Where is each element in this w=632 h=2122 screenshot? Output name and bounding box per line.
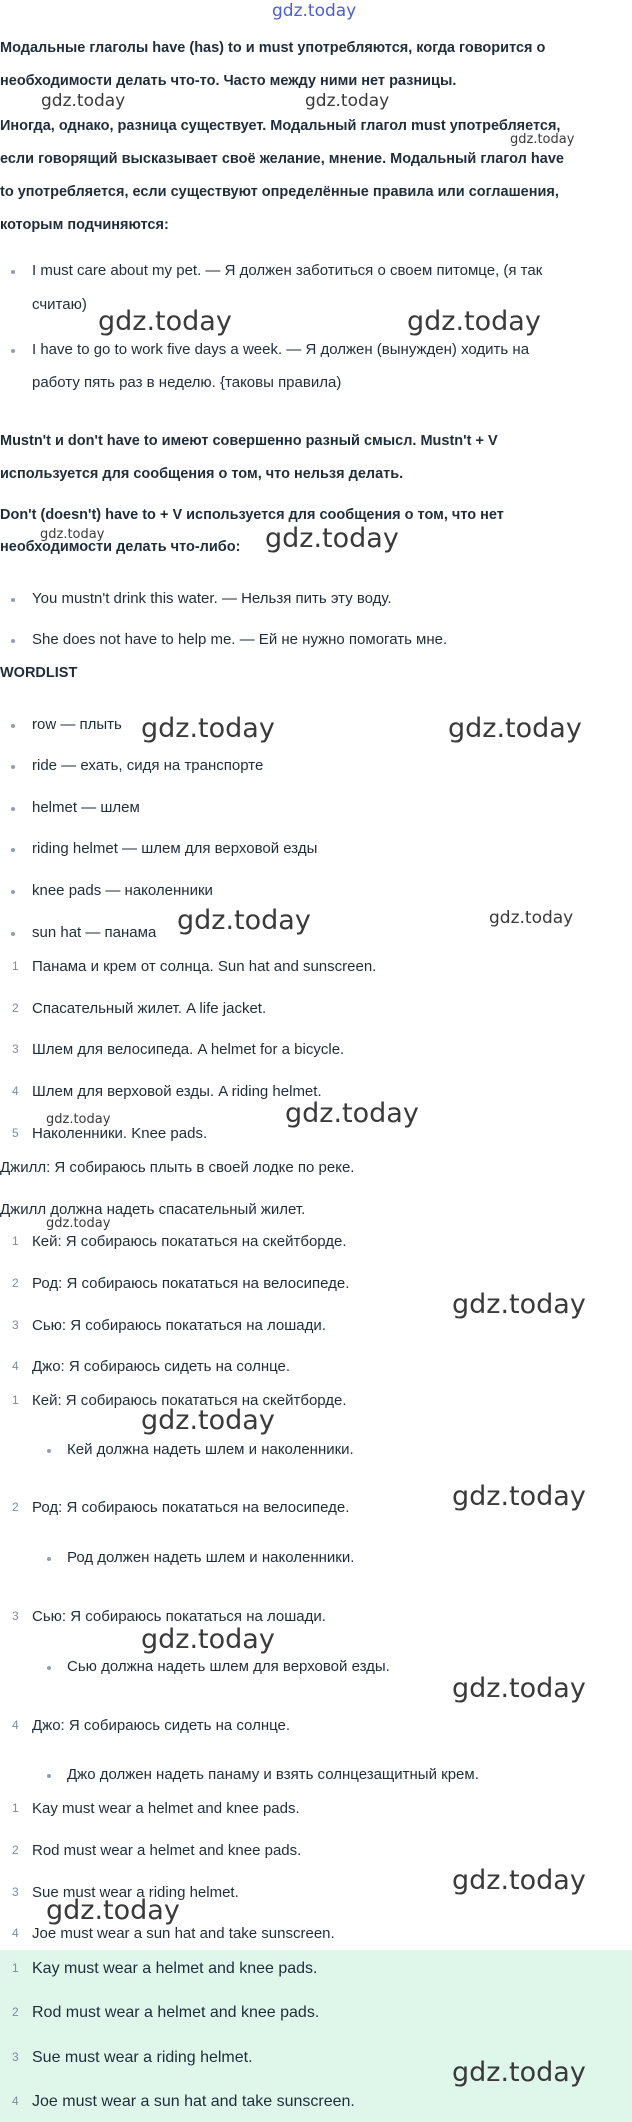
watermark-top: gdz.today <box>272 1 357 21</box>
example-must-line1: I must care about my pet. — Я должен заботиться о своем питомце, (я так <box>0 262 542 279</box>
intro-p1-line2: необходимости делать что-то. Часто между ними нет разницы. <box>0 73 457 89</box>
example-haveto-line2: работу пять раз в неделю. {таковы правила) <box>32 374 342 391</box>
watermark: gdz.today <box>98 306 232 337</box>
watermark: gdz.today <box>452 1481 586 1512</box>
translation-item: 2 Спасательный жилет. A life jacket. <box>12 1000 267 1017</box>
answer-item: 3 Sue must wear a riding helmet. <box>12 1884 239 1901</box>
watermark: gdz.today <box>141 1405 275 1436</box>
example-dont-have-to: She does not have to help me. — Ей не нужно помогать мне. <box>0 631 447 648</box>
intro-p3-line1: Mustn't и don't have to имеют совершенно разный смысл. Mustn't + V <box>0 433 498 449</box>
watermark: gdz.today <box>46 1895 180 1926</box>
dialogue-line: Джилл: Я собираюсь плыть в своей лодке по реке. <box>0 1159 355 1176</box>
watermark: gdz.today <box>448 713 582 744</box>
final-answer-item: 2 Rod must wear a helmet and knee pads. <box>12 2004 320 2021</box>
wordlist-item: ride — ехать, сидя на транспорте <box>0 757 263 774</box>
watermark: gdz.today <box>452 2057 586 2088</box>
wordlist-item: knee pads — наколенники <box>0 882 213 899</box>
wordlist-item: row — плыть <box>0 716 122 733</box>
intro-p4-line2: необходимости делать что-либо: <box>0 539 241 555</box>
plan-item: 3 Сью: Я собираюсь покататься на лошади. <box>12 1317 326 1334</box>
wordlist-item: helmet — шлем <box>0 799 140 816</box>
wordlist-heading: WORDLIST <box>0 665 78 681</box>
plan-answer: Джо должен надеть панаму и взять солнцезащитный крем. <box>0 1766 479 1783</box>
plan-item: 1 Кей: Я собираюсь покататься на скейтборде. <box>12 1233 347 1250</box>
watermark: gdz.today <box>141 713 275 744</box>
watermark: gdz.today <box>285 1098 419 1129</box>
final-answer-item: 4 Joe must wear a sun hat and take sunscreen. <box>12 2093 355 2110</box>
plan-answer-question: 1 Кей: Я собираюсь покататься на скейтборде. <box>12 1392 347 1409</box>
final-answer-item: 3 Sue must wear a riding helmet. <box>12 2049 253 2066</box>
answer-item: 4 Joe must wear a sun hat and take sunscreen. <box>12 1925 335 1942</box>
watermark: gdz.today <box>452 1865 586 1896</box>
plan-answer-question: 4 Джо: Я собираюсь сидеть на солнце. <box>12 1717 291 1734</box>
watermark: gdz.today <box>305 91 390 111</box>
watermark: gdz.today <box>41 91 126 111</box>
intro-p3-line2: используется для сообщения о том, что нельзя делать. <box>0 466 404 482</box>
plan-answer: Сью должна надеть шлем для верховой езды. <box>0 1658 390 1675</box>
wordlist-item: sun hat — панама <box>0 924 156 941</box>
plan-item: 4 Джо: Я собираюсь сидеть на солнце. <box>12 1358 291 1375</box>
answer-item: 2 Rod must wear a helmet and knee pads. <box>12 1842 302 1859</box>
translation-item: 5 Наколенники. Knee pads. <box>12 1125 208 1142</box>
dialogue-line: Джилл должна надеть спасательный жилет. <box>0 1201 306 1218</box>
example-haveto-line1: I have to go to work five days a week. — Я должен (вынужден) ходить на <box>0 341 529 358</box>
intro-p2-line1: Иногда, однако, разница существует. Модальный глагол must употребляется, <box>0 118 561 134</box>
example-must-line2: считаю) <box>32 296 87 313</box>
translation-item: 1 Панама и крем от солнца. Sun hat and sunscreen. <box>12 958 377 975</box>
watermark: gdz.today <box>510 132 575 147</box>
translation-item: 4 Шлем для верховой езды. A riding helmet. <box>12 1083 322 1100</box>
intro-p2-line4: которым подчиняются: <box>0 217 169 233</box>
intro-p1-line1: Модальные глаголы have (has) to и must употребляются, когда говорится о <box>0 40 546 56</box>
plan-answer: Род должен надеть шлем и наколенники. <box>0 1549 354 1566</box>
plan-answer-question: 2 Род: Я собираюсь покататься на велосипеде. <box>12 1499 350 1516</box>
watermark: gdz.today <box>40 527 105 542</box>
example-mustnt: You mustn't drink this water. — Нельзя пить эту воду. <box>0 590 392 607</box>
watermark: gdz.today <box>141 1624 275 1655</box>
watermark: gdz.today <box>407 306 541 337</box>
watermark: gdz.today <box>452 1673 586 1704</box>
plan-answer: Кей должна надеть шлем и наколенники. <box>0 1441 354 1458</box>
final-answer-item: 1 Kay must wear a helmet and knee pads. <box>12 1960 318 1977</box>
watermark: gdz.today <box>489 908 574 928</box>
intro-p2-line3: to употребляется, если существуют определённые правила или соглашения, <box>0 184 559 200</box>
plan-answer-question: 3 Сью: Я собираюсь покататься на лошади. <box>12 1608 326 1625</box>
plan-item: 2 Род: Я собираюсь покататься на велосипеде. <box>12 1275 350 1292</box>
watermark: gdz.today <box>46 1112 111 1127</box>
watermark: gdz.today <box>452 1289 586 1320</box>
intro-p2-line2: если говорящий высказывает своё желание, мнение. Модальный глагол have <box>0 151 564 167</box>
watermark: gdz.today <box>265 523 399 554</box>
watermark: gdz.today <box>46 1216 111 1231</box>
watermark: gdz.today <box>177 905 311 936</box>
wordlist-item: riding helmet — шлем для верховой езды <box>0 840 317 857</box>
translation-item: 3 Шлем для велосипеда. A helmet for a bicycle. <box>12 1041 345 1058</box>
intro-p4-line1: Don't (doesn't) have to + V используется для сообщения о том, что нет <box>0 507 504 523</box>
answer-item: 1 Kay must wear a helmet and knee pads. <box>12 1800 300 1817</box>
